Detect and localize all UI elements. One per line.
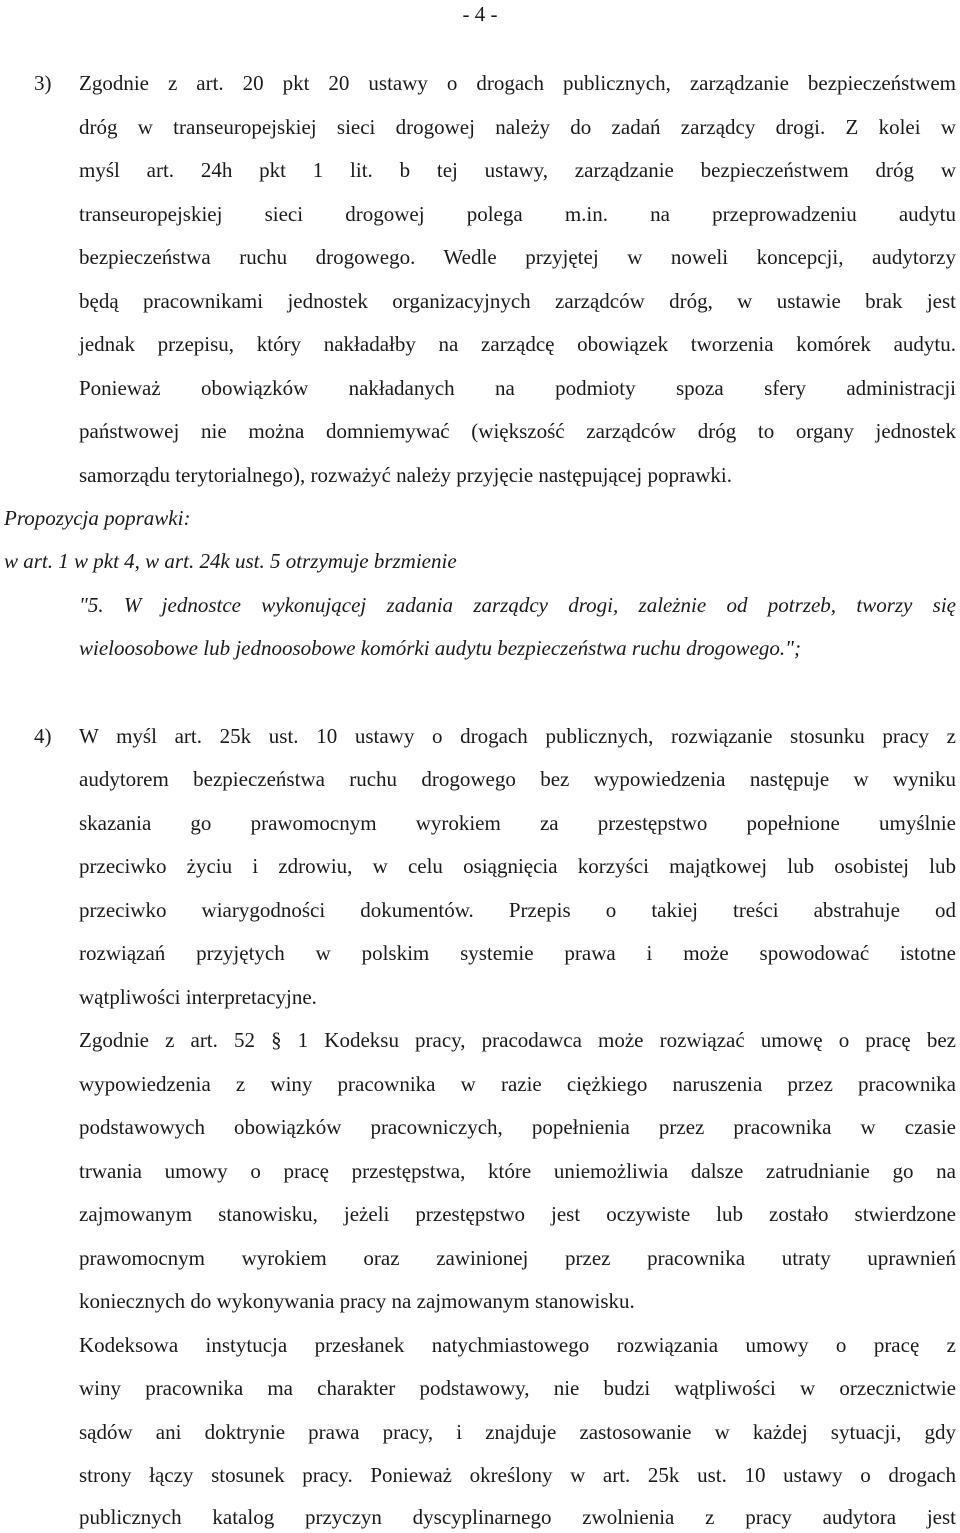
item4-para2-line: podstawowych obowiązków pracowniczych, popełnienia przez pracownika w czasie — [79, 1115, 956, 1139]
item3-line: bezpieczeństwa ruchu drogowego. Wedle przyjętej w noweli koncepcji, audytorzy — [79, 245, 956, 269]
item4-para2-line: Zgodnie z art. 52 § 1 Kodeksu pracy, pracodawca może rozwiązać umowę o pracę bez — [79, 1028, 956, 1052]
item4-para2-line: prawomocnym wyrokiem oraz zawinionej przez pracownika utraty uprawnień — [79, 1246, 956, 1270]
item4-line: rozwiązań przyjętych w polskim systemie prawa i może spowodować istotne — [79, 941, 956, 965]
item4-line: W myśl art. 25k ust. 10 ustawy o drogach publicznych, rozwiązanie stosunku pracy z — [79, 724, 956, 748]
item4-para2-line: zajmowanym stanowisku, jeżeli przestępstwo jest oczywiste lub zostało stwierdzone — [79, 1202, 956, 1226]
proposal-heading: Propozycja poprawki: — [4, 506, 191, 530]
item4-para3-line: Kodeksowa instytucja przesłanek natychmiastowego rozwiązania umowy o pracę z — [79, 1333, 956, 1357]
item3-line: będą pracownikami jednostek organizacyjnych zarządców dróg, w ustawie brak jest — [79, 289, 956, 313]
item4-marker: 4) — [34, 724, 52, 748]
proposal-quote-line: wieloosobowe lub jednoosobowe komórki audytu bezpieczeństwa ruchu drogowego."; — [79, 636, 801, 660]
item3-marker: 3) — [34, 71, 52, 95]
item3-line: myśl art. 24h pkt 1 lit. b tej ustawy, zarządzanie bezpieczeństwem dróg w — [79, 158, 956, 182]
item3-line: transeuropejskiej sieci drogowej polega m.in. na przeprowadzeniu audytu — [79, 202, 956, 226]
item4-line: przeciwko życiu i zdrowiu, w celu osiągnięcia korzyści majątkowej lub osobistej lub — [79, 854, 956, 878]
item4-line: przeciwko wiarygodności dokumentów. Przepis o takiej treści abstrahuje od — [79, 898, 956, 922]
proposal-intro: w art. 1 w pkt 4, w art. 24k ust. 5 otrzymuje brzmienie — [4, 549, 457, 573]
item3-line: państwowej nie można domniemywać (większość zarządców dróg to organy jednostek — [79, 419, 956, 443]
item4-para3-line: sądów ani doktrynie prawa pracy, i znajduje zastosowanie w każdej sytuacji, gdy — [79, 1420, 956, 1444]
item3-line: Zgodnie z art. 20 pkt 20 ustawy o drogach publicznych, zarządzanie bezpieczeństwem — [79, 71, 956, 95]
item4-line: skazania go prawomocnym wyrokiem za przestępstwo popełnione umyślnie — [79, 811, 956, 835]
item4-para2-line: koniecznych do wykonywania pracy na zajmowanym stanowisku. — [79, 1289, 635, 1313]
item3-line: samorządu terytorialnego), rozważyć należy przyjęcie następującej poprawki. — [79, 463, 733, 487]
item4-para2-line: trwania umowy o pracę przestępstwa, które uniemożliwia dalsze zatrudnianie go na — [79, 1159, 956, 1183]
item3-line: Ponieważ obowiązków nakładanych na podmioty spoza sfery administracji — [79, 376, 956, 400]
item4-line: wątpliwości interpretacyjne. — [79, 985, 317, 1009]
item4-para2-line: wypowiedzenia z winy pracownika w razie ciężkiego naruszenia przez pracownika — [79, 1072, 956, 1096]
item4-para3-line: strony łączy stosunek pracy. Ponieważ określony w art. 25k ust. 10 ustawy o drogach — [79, 1463, 956, 1487]
item4-para3-line: publicznych katalog przyczyn dyscyplinarnego zwolnienia z pracy audytora jest — [79, 1505, 956, 1529]
item4-para3-line: winy pracownika ma charakter podstawowy, nie budzi wątpliwości w orzecznictwie — [79, 1376, 956, 1400]
item3-line: dróg w transeuropejskiej sieci drogowej należy do zadań zarządcy drogi. Z kolei w — [79, 115, 956, 139]
proposal-quote-line: "5. W jednostce wykonującej zadania zarządcy drogi, zależnie od potrzeb, tworzy się — [79, 593, 956, 617]
item3-line: jednak przepisu, który nakładałby na zarządcę obowiązek tworzenia komórek audytu. — [79, 332, 956, 356]
item4-line: audytorem bezpieczeństwa ruchu drogowego bez wypowiedzenia następuje w wyniku — [79, 767, 956, 791]
page-number: - 4 - — [462, 2, 498, 26]
